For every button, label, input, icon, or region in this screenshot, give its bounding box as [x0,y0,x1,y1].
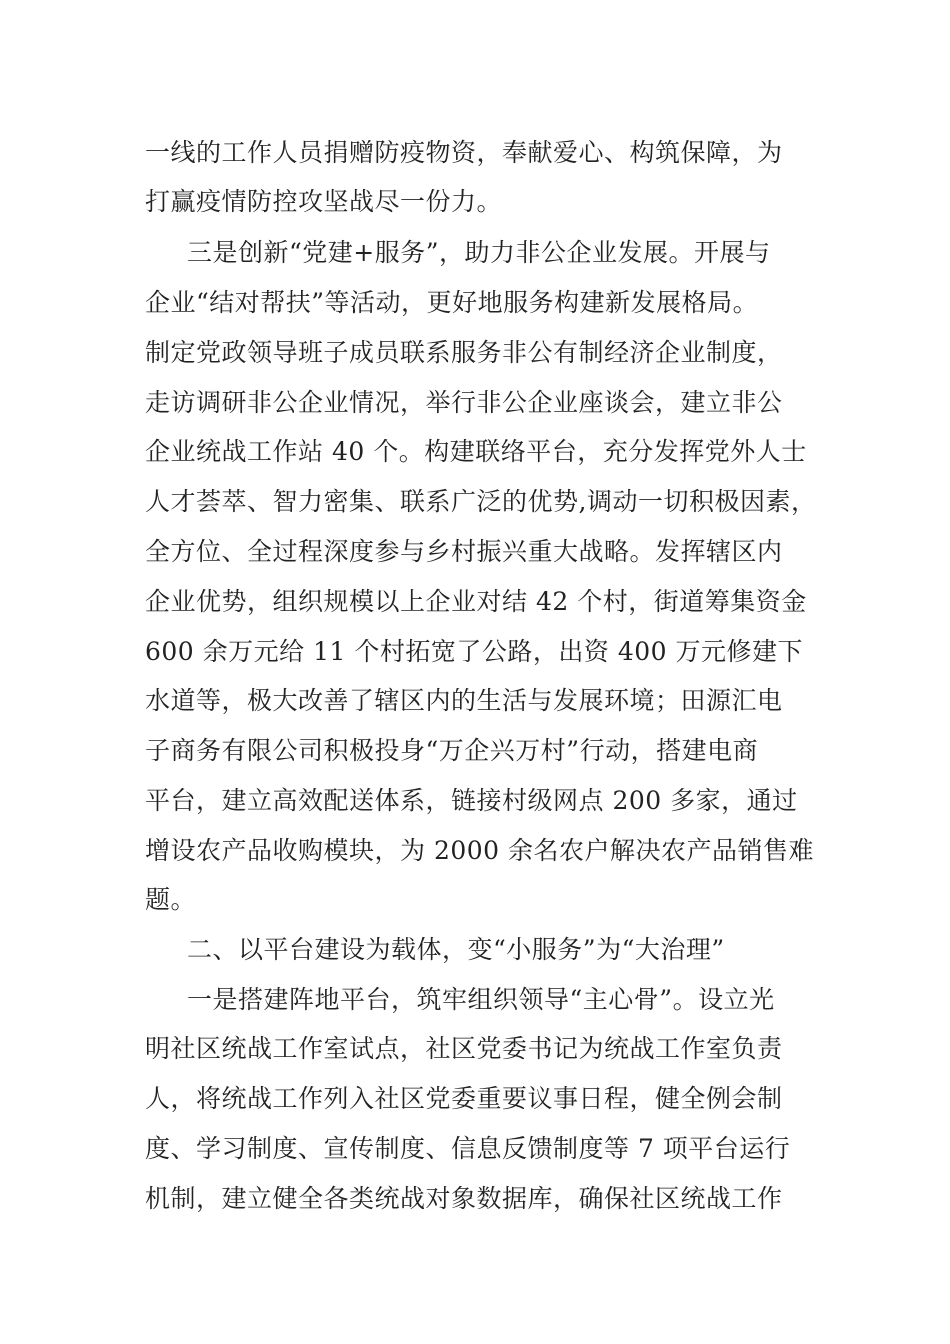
text-line: 全方位、全过程深度参与乡村振兴重大战略。发挥辖区内 [145,537,783,566]
text-line: 企业统战工作站 40 个。构建联络平台，充分发挥党外人士 [145,437,807,466]
text-line: 子商务有限公司积极投身“万企兴万村”行动，搭建电商 [145,736,759,765]
paragraph-start-line: 一是搭建阵地平台，筑牢组织领导“主心骨”。设立光 [187,985,775,1014]
text-line: 增设农产品收购模块，为 2000 余名农户解决农产品销售难 [145,836,815,865]
text-line: 企业“结对帮扶”等活动，更好地服务构建新发展格局。 [145,288,759,317]
text-line: 600 余万元给 11 个村拓宽了公路，出资 400 万元修建下 [145,637,803,666]
text-line: 度、学习制度、宣传制度、信息反馈制度等 7 项平台运行 [145,1134,791,1163]
text-line: 明社区统战工作室试点，社区党委书记为统战工作室负责 [145,1034,783,1063]
text-line: 制定党政领导班子成员联系服务非公有制经济企业制度， [145,338,783,367]
text-line: 水道等，极大改善了辖区内的生活与发展环境；田源汇电 [145,686,783,715]
text-line: 打赢疫情防控攻坚战尽一份力。 [145,187,503,216]
text-line: 人才荟萃、智力密集、联系广泛的优势,调动一切积极因素， [145,487,817,516]
section-heading: 二、以平台建设为载体，变“小服务”为“大治理” [187,935,725,964]
text-line: 题。 [145,885,197,914]
text-line: 人，将统战工作列入社区党委重要议事日程，健全例会制 [145,1084,783,1113]
text-line: 一线的工作人员捐赠防疫物资，奉献爱心、构筑保障，为 [145,138,783,167]
text-line: 机制，建立健全各类统战对象数据库，确保社区统战工作 [145,1184,783,1213]
paragraph-start-line: 三是创新“党建+服务”，助力非公企业发展。开展与 [187,238,771,267]
text-line: 走访调研非公企业情况，举行非公企业座谈会，建立非公 [145,388,783,417]
text-line: 企业优势，组织规模以上企业对结 42 个村，街道筹集资金 [145,587,807,616]
text-line: 平台，建立高效配送体系，链接村级网点 200 多家，通过 [145,786,798,815]
